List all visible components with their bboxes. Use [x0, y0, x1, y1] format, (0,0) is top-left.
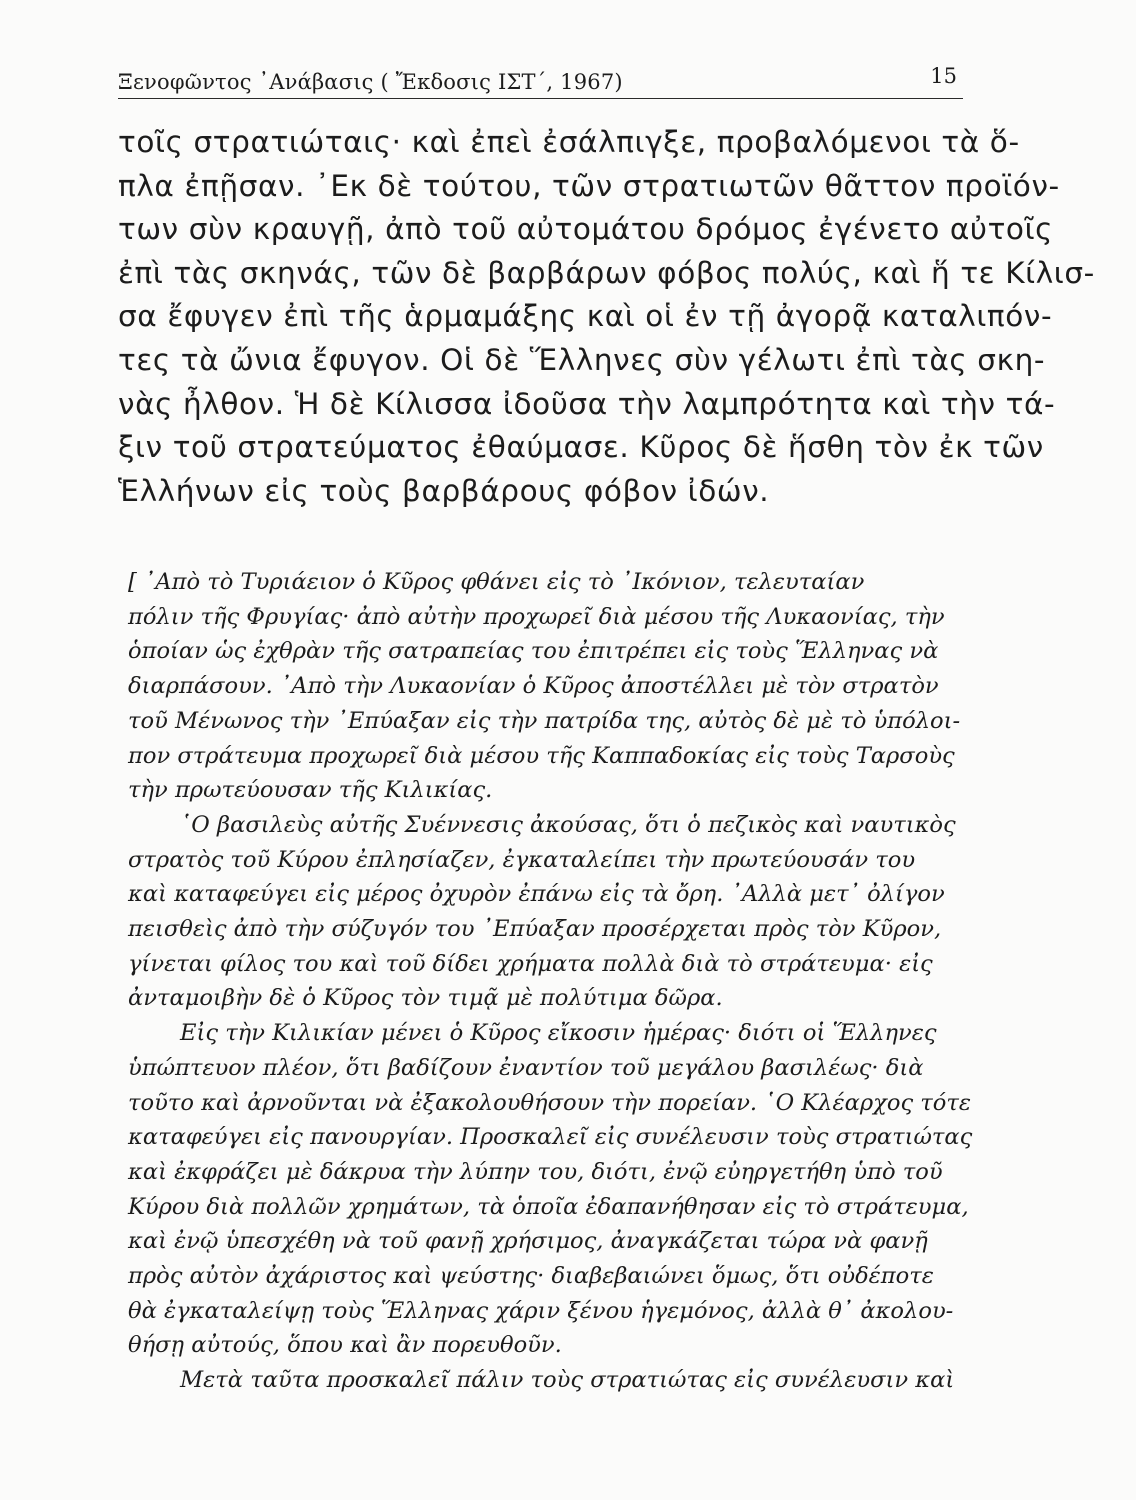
summary-line: καὶ ἐκφράζει μὲ δάκρυα τὴν λύπην του, διότι, ἐνῷ εὐηργετήθη ὑπὸ τοῦ: [128, 1158, 943, 1185]
summary-line: ῾Ο βασιλεὺς αὐτῆς Συέννεσις ἀκούσας, ὅτι ὁ πεζικὸς καὶ ναυτικὸς: [180, 811, 956, 838]
text-line: ἐπὶ τὰς σκηνάς, τῶν δὲ βαρβάρων φόβος πολύς, καὶ ἥ τε Κίλισ-: [118, 255, 1095, 290]
summary-line: [ ᾿Απὸ τὸ Τυριάειον ὁ Κῦρος φθάνει εἰς τὸ ᾿Ικόνιον, τελευταίαν: [128, 569, 865, 595]
summary-line: καταφεύγει εἰς πανουργίαν. Προσκαλεῖ εἰς συνέλευσιν τοὺς στρατιώτας: [128, 1124, 973, 1151]
text-line: των σὺν κραυγῇ, ἀπὸ τοῦ αὐτομάτου δρόμος ἐγένετο αὐτοῖς: [118, 212, 1054, 247]
page-number: 15: [930, 64, 957, 88]
text-line: πλα ἐπῇσαν. ᾿Εκ δὲ τούτου, τῶν στρατιωτῶν θᾶττον προϊόν-: [118, 168, 1060, 203]
ancient-greek-text: [118, 121, 1095, 513]
summary-line: καὶ ἐνῷ ὑπεσχέθη νὰ τοῦ φανῇ χρήσιμος, ἀναγκάζεται τώρα νὰ φανῇ: [128, 1228, 928, 1255]
summary-line: πόλιν τῆς Φρυγίας· ἀπὸ αὐτὴν προχωρεῖ διὰ μέσου τῆς Λυκαονίας, τὴν: [128, 603, 945, 630]
text-line: τες τὰ ὤνια ἔφυγον. Οἱ δὲ Ἕλληνες σὺν γέλωτι ἐπὶ τὰς σκη-: [118, 342, 1046, 377]
running-header: [118, 62, 963, 99]
summary-line: θὰ ἐγκαταλείψῃ τοὺς Ἕλληνας χάριν ξένου ἡγεμόνος, ἀλλὰ θ᾿ ἀκολου-: [128, 1297, 954, 1324]
summary-line: Μετὰ ταῦτα προσκαλεῖ πάλιν τοὺς στρατιώτας εἰς συνέλευσιν καὶ: [180, 1367, 955, 1394]
text-line: νὰς ἦλθον. Ἡ δὲ Κίλισσα ἰδοῦσα τὴν λαμπρότητα καὶ τὴν τά-: [118, 386, 1056, 421]
summary-line: στρατὸς τοῦ Κύρου ἐπλησίαζεν, ἐγκαταλείπει τὴν πρωτεύουσάν του: [128, 846, 916, 873]
summary-line: τὴν πρωτεύουσαν τῆς Κιλικίας.: [128, 777, 493, 804]
summary-line: ἀνταμοιβὴν δὲ ὁ Κῦρος τὸν τιμᾷ μὲ πολύτιμα δῶρα.: [128, 985, 723, 1012]
summary-line: πον στράτευμα προχωρεῖ διὰ μέσου τῆς Καππαδοκίας εἰς τοὺς Ταρσοὺς: [128, 742, 955, 769]
summary-line: πρὸς αὐτὸν ἀχάριστος καὶ ψεύστης· διαβεβαιώνει ὅμως, ὅτι οὐδέποτε: [128, 1263, 934, 1290]
text-line: τοῖς στρατιώταις· καὶ ἐπεὶ ἐσάλπιγξε, προβαλόμενοι τὰ ὅ-: [118, 125, 1020, 159]
text-line: Ἑλλήνων εἰς τοὺς βαρβάρους φόβον ἰδών.: [118, 473, 770, 508]
header-title: Ξενοφῶντος ᾿Ανάβασις ( Ἔκδοσις ΙΣΤ΄, 1967): [118, 70, 623, 94]
summary-line: Εἰς τὴν Κιλικίαν μένει ὁ Κῦρος εἴκοσιν ἡμέρας· διότι οἱ Ἕλληνες: [180, 1020, 937, 1047]
summary-line: τοῦτο καὶ ἀρνοῦνται νὰ ἐξακολουθήσουν τὴν πορείαν. ῾Ο Κλέαρχος τότε: [128, 1089, 972, 1116]
summary-line: ὁποίαν ὡς ἐχθρὰν τῆς σατραπείας του ἐπιτρέπει εἰς τοὺς Ἕλληνας νὰ: [128, 638, 939, 665]
modern-greek-summary: [128, 565, 984, 1398]
summary-line: πεισθεὶς ἀπὸ τὴν σύζυγόν του ᾿Επύαξαν προσέρχεται πρὸς τὸν Κῦρον,: [128, 916, 942, 943]
text-line: σα ἔφυγεν ἐπὶ τῆς ἁρμαμάξης καὶ οἱ ἐν τῇ ἀγορᾷ καταλιπόν-: [118, 299, 1053, 334]
text-line: ξιν τοῦ στρατεύματος ἐθαύμασε. Κῦρος δὲ ἥσθη τὸν ἐκ τῶν: [118, 430, 1044, 465]
summary-line: γίνεται φίλος του καὶ τοῦ δίδει χρήματα πολλὰ διὰ τὸ στράτευμα· εἰς: [128, 950, 933, 977]
summary-line: θήσῃ αὐτούς, ὅπου καὶ ἂν πορευθοῦν.: [128, 1332, 562, 1359]
summary-line: καὶ καταφεύγει εἰς μέρος ὀχυρὸν ἐπάνω εἰς τὰ ὄρη. ᾿Αλλὰ μετ᾿ ὀλίγον: [128, 881, 945, 908]
summary-line: τοῦ Μένωνος τὴν ᾿Επύαξαν εἰς τὴν πατρίδα της, αὐτὸς δὲ μὲ τὸ ὑπόλοι-: [128, 707, 961, 734]
summary-line: ὑπώπτευον πλέον, ὅτι βαδίζουν ἐναντίον τοῦ μεγάλου βασιλέως· διὰ: [128, 1054, 924, 1081]
summary-line: διαρπάσουν. ᾿Απὸ τὴν Λυκαονίαν ὁ Κῦρος ἀποστέλλει μὲ τὸν στρατὸν: [128, 673, 939, 700]
summary-line: Κύρου διὰ πολλῶν χρημάτων, τὰ ὁποῖα ἐδαπανήθησαν εἰς τὸ στράτευμα,: [128, 1193, 969, 1220]
